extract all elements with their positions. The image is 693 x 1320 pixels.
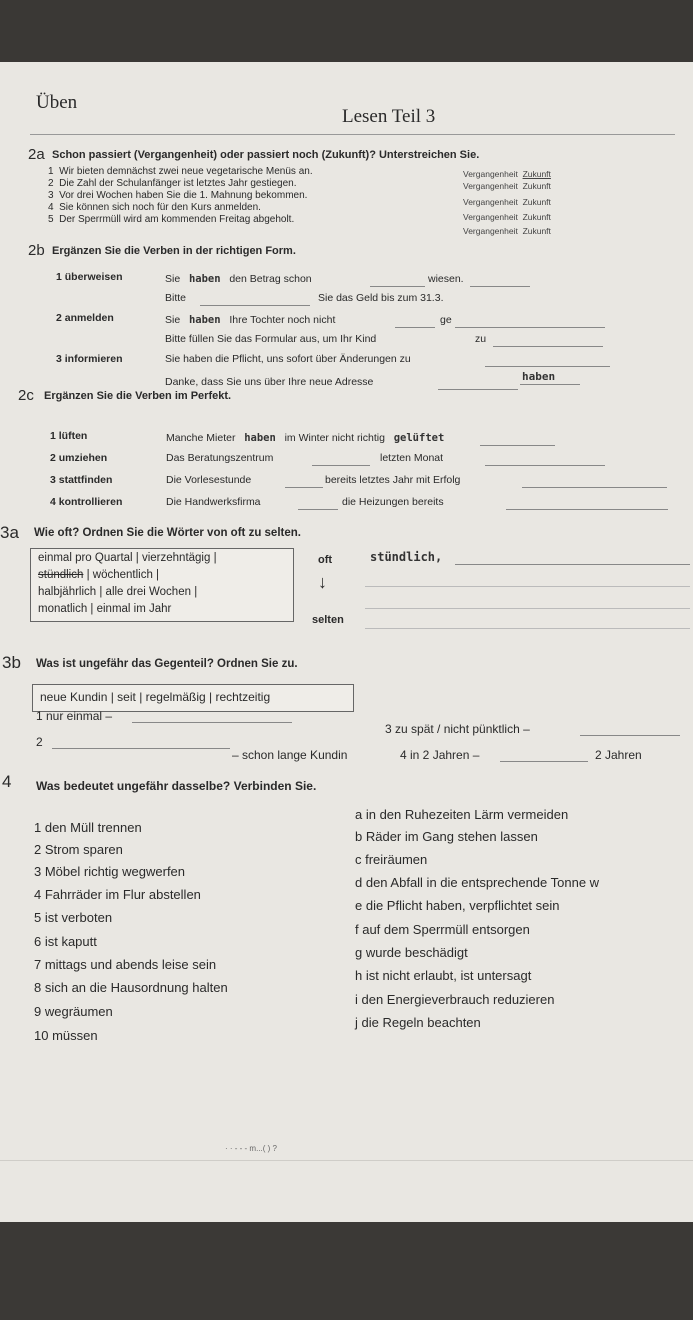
arrow-down-icon: ↓ <box>318 572 327 592</box>
match-left-item: 1 den Müll trennen <box>34 820 142 835</box>
option-pair[interactable]: Vergangenheit Zukunft <box>463 212 551 222</box>
word-box-line: neue Kundin | seit | regelmäßig | rechtzeitig <box>40 690 271 704</box>
answer-blank[interactable] <box>285 487 323 488</box>
exercise-number-2b: 2b <box>28 242 45 259</box>
sentence: Die Vorlesestunde <box>166 474 252 486</box>
answer-blank[interactable] <box>200 305 310 306</box>
match-right-item: d den Abfall in die entsprechende Tonne w <box>355 875 600 890</box>
exercise-4-title: Was bedeutet ungefähr dasselbe? Verbinden Sie. <box>36 779 317 793</box>
exercise-2b-title: Ergänzen Sie die Verben in der richtigen Form. <box>52 245 296 257</box>
opposite-item: 2 Jahren <box>595 748 642 762</box>
exercise-2a-item: 3 Vor drei Wochen haben Sie die 1. Mahnung bekommen. <box>48 190 308 201</box>
handwritten-answer: haben <box>522 370 556 383</box>
match-left-item: 5 ist verboten <box>34 910 113 925</box>
verb-label: 2 umziehen <box>50 452 108 464</box>
sentence: Sie haben Ihre Tochter noch nicht <box>165 314 336 326</box>
exercise-number-4: 4 <box>2 772 12 791</box>
word-box-line: monatlich | einmal im Jahr <box>38 603 172 615</box>
sentence: die Heizungen bereits <box>342 496 444 508</box>
match-right-item: c freiräumen <box>355 852 428 867</box>
option-pair[interactable]: Vergangenheit Zukunft <box>463 169 551 179</box>
sentence: Manche Mieter haben im Winter nicht richtig gelüftet <box>166 432 445 444</box>
exercise-2a-item: 4 Sie können sich noch für den Kurs anmelden. <box>48 202 261 213</box>
answer-blank[interactable] <box>580 735 680 736</box>
answer-blank[interactable] <box>365 608 690 609</box>
answer-blank[interactable] <box>395 327 435 328</box>
match-left-item: 3 Möbel richtig wegwerfen <box>34 864 186 879</box>
answer-blank[interactable] <box>455 564 690 565</box>
exercise-number-3b: 3b <box>2 653 21 672</box>
exercise-number-2c: 2c <box>18 387 34 404</box>
exercise-2c-title: Ergänzen Sie die Verben im Perfekt. <box>44 390 232 402</box>
answer-blank[interactable] <box>438 389 518 390</box>
answer-blank[interactable] <box>485 366 610 367</box>
match-right-item: f auf dem Sperrmüll entsorgen <box>355 922 530 937</box>
exercise-number-3a: 3a <box>0 523 19 542</box>
sentence: bereits letztes Jahr mit Erfolg <box>325 474 461 486</box>
verb-label: 2 anmelden <box>56 312 114 324</box>
answer-blank[interactable] <box>485 465 605 466</box>
exercise-2a-title: Schon passiert (Vergangenheit) oder passiert noch (Zukunft)? Unterstreichen Sie. <box>52 149 480 161</box>
answer-blank[interactable] <box>500 761 588 762</box>
pencil-scribble: · · - - - m...( ) ? <box>225 1144 277 1153</box>
sentence: Das Beratungszentrum <box>166 452 274 464</box>
exercise-number-2a: 2a <box>28 146 45 163</box>
header-rule <box>30 134 675 135</box>
answer-blank[interactable] <box>365 628 690 629</box>
answer-blank[interactable] <box>365 586 690 587</box>
match-left-item: 6 ist kaputt <box>34 934 97 949</box>
sentence: Danke, dass Sie uns über Ihre neue Adresse <box>165 376 374 388</box>
answer-blank[interactable] <box>520 384 580 385</box>
match-left-item: 10 müssen <box>34 1028 98 1043</box>
verb-label: 1 lüften <box>50 430 88 442</box>
exercise-3b-title: Was ist ungefähr das Gegenteil? Ordnen Sie zu. <box>36 658 298 670</box>
opposite-item: 4 in 2 Jahren – <box>400 748 480 762</box>
exercise-2a-item: 2 Die Zahl der Schulanfänger ist letztes Jahr gestiegen. <box>48 178 297 189</box>
answer-blank[interactable] <box>480 445 555 446</box>
match-left-item: 7 mittags und abends leise sein <box>34 957 217 972</box>
answer-blank[interactable] <box>52 748 230 749</box>
exercise-2a-item: 1 Wir bieten demnächst zwei neue vegetarische Menüs an. <box>48 166 313 177</box>
answer-blank[interactable] <box>506 509 668 510</box>
match-right-item: g wurde beschädigt <box>355 945 468 960</box>
sentence-end: wiesen. <box>428 273 464 285</box>
option-pair[interactable]: Vergangenheit Zukunft <box>463 226 551 236</box>
label-oft: oft <box>318 554 333 566</box>
sentence: Bitte füllen Sie das Formular aus, um Ihr Kind <box>165 333 377 345</box>
section-label: Üben <box>36 92 78 113</box>
answer-blank[interactable] <box>493 346 603 347</box>
match-right-item: e die Pflicht haben, verpflichtet sein <box>355 898 560 913</box>
match-right-item: h ist nicht erlaubt, ist untersagt <box>355 968 532 983</box>
exercise-2a-item: 5 Der Sperrmüll wird am kommenden Freitag abgeholt. <box>48 214 295 225</box>
option-pair[interactable]: Vergangenheit Zukunft <box>463 181 551 191</box>
sentence: Bitte <box>165 292 187 304</box>
answer-blank[interactable] <box>132 722 292 723</box>
word-box-line: halbjährlich | alle drei Wochen | <box>38 586 198 598</box>
opposite-item: 1 nur einmal – <box>36 709 113 723</box>
sentence-zu: zu <box>475 333 487 345</box>
answer-blank[interactable] <box>522 487 667 488</box>
opposite-item: 2 <box>36 735 43 749</box>
page-fold-line <box>0 1160 693 1161</box>
sentence: Sie haben den Betrag schon <box>165 273 312 285</box>
exercise-3a-title: Wie oft? Ordnen Sie die Wörter von oft zu selten. <box>34 527 301 539</box>
background-bottom <box>0 1222 693 1320</box>
sentence: letzten Monat <box>380 452 444 464</box>
worksheet-page <box>0 62 693 1222</box>
page-title: Lesen Teil 3 <box>342 106 436 127</box>
answer-blank[interactable] <box>470 286 530 287</box>
label-selten: selten <box>312 614 344 626</box>
answer-blank[interactable] <box>312 465 370 466</box>
match-right-item: b Räder im Gang stehen lassen <box>355 829 538 844</box>
handwritten-answer: stündlich, <box>370 550 443 564</box>
word-box-line: einmal pro Quartal | vierzehntägig | <box>38 552 217 564</box>
verb-label: 1 überweisen <box>56 271 123 283</box>
word-box-line: stündlich | wöchentlich | <box>38 569 160 581</box>
sentence: Die Handwerksfirma <box>166 496 261 508</box>
option-pair[interactable]: Vergangenheit Zukunft <box>463 197 551 207</box>
opposite-item: 3 zu spät / nicht pünktlich – <box>385 722 530 736</box>
answer-blank[interactable] <box>298 509 338 510</box>
verb-label: 3 informieren <box>56 353 123 365</box>
match-right-item: a in den Ruhezeiten Lärm vermeiden <box>355 807 569 822</box>
sentence: Sie das Geld bis zum 31.3. <box>318 292 444 304</box>
match-right-item: j die Regeln beachten <box>355 1015 481 1030</box>
opposite-item: – schon lange Kundin <box>232 748 348 762</box>
sentence-end: ge <box>440 314 452 326</box>
sentence: Sie haben die Pflicht, uns sofort über Änderungen zu <box>165 353 411 365</box>
verb-label: 3 stattfinden <box>50 474 113 486</box>
match-left-item: 8 sich an die Hausordnung halten <box>34 980 228 995</box>
match-left-item: 2 Strom sparen <box>34 842 123 857</box>
answer-blank[interactable] <box>455 327 605 328</box>
verb-label: 4 kontrollieren <box>50 496 123 508</box>
match-right-item: i den Energieverbrauch reduzieren <box>355 992 555 1007</box>
answer-blank[interactable] <box>370 286 425 287</box>
match-left-item: 9 wegräumen <box>34 1004 113 1019</box>
background-top <box>0 0 693 62</box>
match-left-item: 4 Fahrräder im Flur abstellen <box>34 887 201 902</box>
